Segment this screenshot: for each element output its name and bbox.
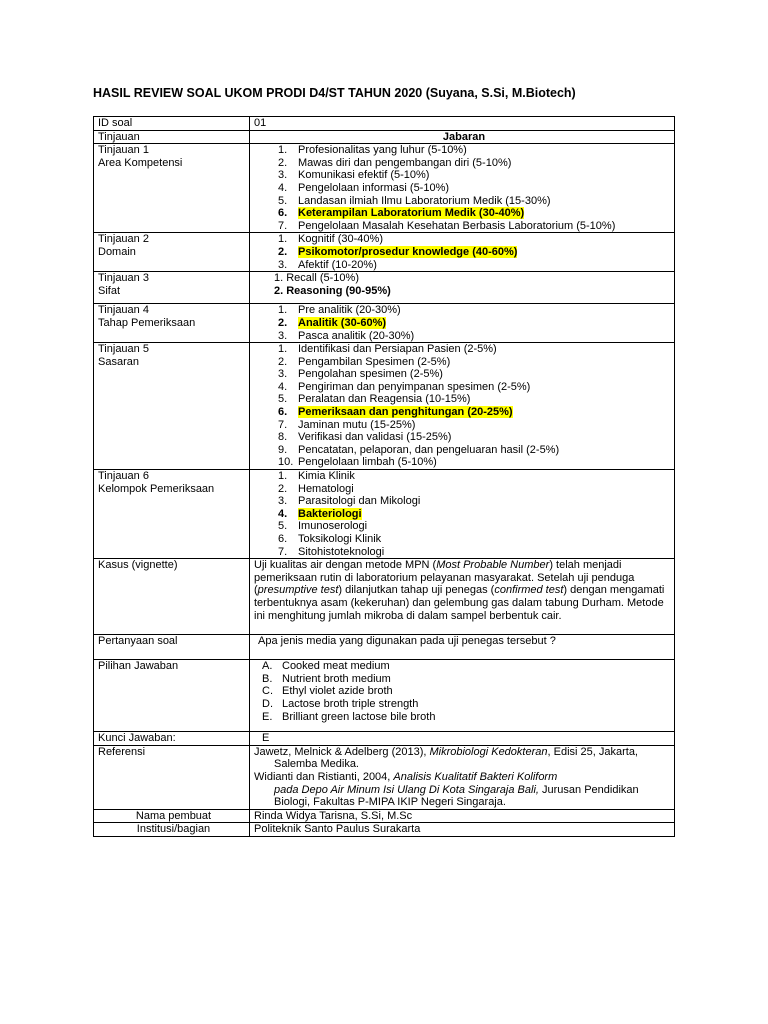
list-item <box>254 157 674 170</box>
list-item <box>254 368 674 381</box>
list-item-text: Kimia Klinik <box>298 470 355 483</box>
tinjauan-2-title: Tinjauan 2 <box>98 233 149 246</box>
kasus-p3: ) dilanjutkan tahap uji penegas ( <box>338 584 495 597</box>
tinjauan-6-label <box>94 470 250 559</box>
list-item <box>254 169 674 182</box>
list-item-number: 1. <box>278 233 288 246</box>
row-tinjauan-5 <box>94 343 675 470</box>
list-item-text: Kognitif (30-40%) <box>298 233 383 246</box>
list-item-number: 3. <box>278 169 288 182</box>
list-item <box>254 304 674 317</box>
list-item <box>254 546 674 559</box>
row-pertanyaan <box>94 635 675 660</box>
list-item-text: Sitohistoteknologi <box>298 545 385 558</box>
pertanyaan-text: Apa jenis media yang digunakan pada uji penegas tersebut ? <box>250 635 675 660</box>
kasus-label: Kasus (vignette) <box>94 559 250 635</box>
list-item-text: Pemeriksaan dan penghitungan (20-25%) <box>298 406 513 419</box>
list-item <box>254 343 674 356</box>
list-item-number: 1. <box>278 343 288 356</box>
list-item <box>254 246 674 259</box>
referensi-2-publisher: Jurusan Pendidikan Biologi, Fakultas P-MIPA IKIP Negeri Singaraja. <box>274 783 639 809</box>
row-tinjauan-3 <box>94 272 675 304</box>
tinjauan-3-cell <box>250 272 675 304</box>
list-item-text: Brilliant green lactose bile broth <box>282 710 436 723</box>
list-item-text: Jaminan mutu (15-25%) <box>298 418 416 431</box>
tinjauan-2-list <box>254 233 674 271</box>
tinjauan-5-title: Tinjauan 5 <box>98 343 149 356</box>
list-item-text: Psikomotor/prosedur knowledge (40-60%) <box>298 245 518 258</box>
row-tinjauan-4 <box>94 304 675 343</box>
list-item <box>254 673 674 686</box>
referensi-1-edition: , Edisi 25, Jakarta, <box>547 745 638 758</box>
row-pilihan <box>94 660 675 732</box>
list-item-number: C. <box>262 685 273 698</box>
list-item-text: Landasan ilmiah Ilmu Laboratorium Medik (15-30%) <box>298 194 551 207</box>
kasus-p4: ) dengan mengamati terbentuknya asam (kekeruhan) dan gelembung gas dalam tabung Durham. Metode ini menghitung jumlah mikroba di dalam sampel berbentuk cair. <box>254 584 665 622</box>
list-item-text: Verifikasi dan validasi (15-25%) <box>298 431 452 444</box>
document-title: HASIL REVIEW SOAL UKOM PRODI D4/ST TAHUN 2020 (Suyana, S.Si, M.Biotech) <box>93 86 576 100</box>
list-item-text: Pencatatan, pelaporan, dan pengeluaran hasil (2-5%) <box>298 443 560 456</box>
tinjauan-1-label <box>94 144 250 233</box>
list-item <box>254 381 674 394</box>
list-item-number: A. <box>262 660 273 673</box>
list-item-number: B. <box>262 672 273 685</box>
list-item <box>254 520 674 533</box>
list-item <box>254 195 674 208</box>
tinjauan-1-list-cell <box>250 144 675 233</box>
list-item-number: D. <box>262 697 273 710</box>
list-item-text: Pasca analitik (20-30%) <box>298 329 415 342</box>
list-item-number: 2. <box>278 245 288 258</box>
list-item-number: 7. <box>278 418 288 431</box>
list-item <box>254 495 674 508</box>
referensi-1 <box>254 746 674 759</box>
tinjauan-1-subtitle: Area Kompetensi <box>98 156 183 169</box>
list-item-text: Imunoserologi <box>298 520 368 533</box>
pembuat-value: Rinda Widya Tarisna, S.Si, M.Sc <box>250 809 675 823</box>
list-item <box>254 660 674 673</box>
tinjauan-6-subtitle: Kelompok Pemeriksaan <box>98 482 215 495</box>
pilihan-list-cell <box>250 660 675 732</box>
list-item <box>254 406 674 419</box>
row-referensi <box>94 745 675 809</box>
kasus-i2: presumptive test <box>257 584 339 597</box>
list-item <box>254 711 674 724</box>
kunci-label: Kunci Jawaban: <box>94 732 250 746</box>
row-pembuat <box>94 809 675 823</box>
pilihan-label: Pilihan Jawaban <box>94 660 250 732</box>
list-item-text: Pengiriman dan penyimpanan spesimen (2-5%) <box>298 380 531 393</box>
tinjauan-4-title: Tinjauan 4 <box>98 304 149 317</box>
list-item <box>254 144 674 157</box>
list-item-text: Profesionalitas yang luhur (5-10%) <box>298 144 467 157</box>
list-item-number: E. <box>262 710 273 723</box>
list-item-text: Mawas diri dan pengembangan diri (5-10%) <box>298 156 512 169</box>
tinjauan-6-title: Tinjauan 6 <box>98 470 149 483</box>
referensi-label: Referensi <box>94 745 250 809</box>
list-item-text: Pengelolaan informasi (5-10%) <box>298 181 450 194</box>
tinjauan-2-list-cell <box>250 233 675 272</box>
list-item-number: 4. <box>278 507 288 520</box>
list-item <box>254 259 674 272</box>
list-item-text: Pre analitik (20-30%) <box>298 304 401 317</box>
list-item-number: 5. <box>278 520 288 533</box>
list-item <box>254 330 674 343</box>
tinjauan-3-subtitle: Sifat <box>98 284 121 297</box>
list-item <box>254 483 674 496</box>
list-item-number: 5. <box>278 393 288 406</box>
list-item-number: 3. <box>278 329 288 342</box>
list-item-number: 6. <box>278 406 288 419</box>
tinjauan-4-list <box>254 304 674 342</box>
list-item-number: 4. <box>278 380 288 393</box>
tinjauan-1-title: Tinjauan 1 <box>98 144 149 157</box>
list-item-text: Lactose broth triple strength <box>282 697 419 710</box>
referensi-2-cont <box>254 784 674 809</box>
pembuat-label: Nama pembuat <box>94 809 250 823</box>
list-item-number: 2. <box>278 156 288 169</box>
sifat-recall: 1. Recall (5-10%) <box>274 272 359 285</box>
list-item <box>254 508 674 521</box>
list-item-number: 10. <box>278 456 294 469</box>
list-item-text: Pengambilan Spesimen (2-5%) <box>298 355 451 368</box>
id-soal-value: 01 <box>250 117 675 131</box>
list-item-number: 7. <box>278 219 288 232</box>
list-item-number: 6. <box>278 207 288 220</box>
list-item-text: Keterampilan Laboratorium Medik (30-40%) <box>298 207 525 220</box>
referensi-1-publisher: Salemba Medika. <box>274 758 359 771</box>
list-item-number: 1. <box>278 470 288 483</box>
list-item-text: Peralatan dan Reagensia (10-15%) <box>298 393 471 406</box>
row-institusi <box>94 823 675 837</box>
tinjauan-2-subtitle: Domain <box>98 245 136 258</box>
list-item <box>254 393 674 406</box>
list-item-number: 3. <box>278 495 288 508</box>
list-item-number: 5. <box>278 194 288 207</box>
tinjauan-5-label <box>94 343 250 470</box>
list-item-text: Pengelolaan Masalah Kesehatan Berbasis Laboratorium (5-10%) <box>298 219 616 232</box>
tinjauan-6-list <box>254 470 674 558</box>
list-item-number: 3. <box>278 368 288 381</box>
row-tinjauan-2 <box>94 233 675 272</box>
header-jabaran: Jabaran <box>250 130 675 144</box>
list-item-text: Parasitologi dan Mikologi <box>298 495 421 508</box>
tinjauan-4-list-cell <box>250 304 675 343</box>
kasus-p2: ) telah menjadi pemeriksaan rutin di laboratorium pelayanan masyarakat. Setelah uji penduga ( <box>254 559 635 597</box>
list-item <box>254 470 674 483</box>
tinjauan-6-list-cell <box>250 470 675 559</box>
list-item-number: 6. <box>278 533 288 545</box>
institusi-label: Institusi/bagian <box>94 823 250 837</box>
row-tinjauan-6 <box>94 470 675 559</box>
tinjauan-5-list-cell <box>250 343 675 470</box>
referensi-2-title: Analisis Kualitatif Bakteri Koliform <box>393 770 558 783</box>
list-item <box>254 356 674 369</box>
list-item-number: 3. <box>278 258 288 271</box>
kasus-i1: Most Probable Number <box>436 559 550 572</box>
pilihan-list <box>254 660 674 723</box>
sifat-reasoning: 2. Reasoning (90-95%) <box>274 284 391 297</box>
list-item-number: 7. <box>278 545 288 558</box>
list-item-text: Afektif (10-20%) <box>298 258 377 271</box>
tinjauan-1-list <box>254 144 674 232</box>
institusi-value: Politeknik Santo Paulus Surakarta <box>250 823 675 837</box>
referensi-2-author: Widianti dan Ristianti, 2004, <box>254 770 394 783</box>
tinjauan-2-label <box>94 233 250 272</box>
referensi-text <box>250 745 675 809</box>
header-tinjauan: Tinjauan <box>94 130 250 144</box>
row-header <box>94 130 675 144</box>
row-kunci <box>94 732 675 746</box>
list-item-number: 2. <box>278 316 288 329</box>
list-item-number: 8. <box>278 431 288 444</box>
list-item <box>254 317 674 330</box>
list-item-number: 2. <box>278 482 288 495</box>
kunci-value: E <box>250 732 675 746</box>
tinjauan-3-title: Tinjauan 3 <box>98 272 149 285</box>
list-item-number: 1. <box>278 144 288 157</box>
referensi-2 <box>254 771 674 784</box>
list-item-text: Pengelolaan limbah (5-10%) <box>298 456 437 469</box>
list-item-text: Identifikasi dan Persiapan Pasien (2-5%) <box>298 343 497 356</box>
referensi-2-title-cont: pada Depo Air Minum Isi Ulang Di Kota Singaraja Bali, <box>274 783 539 796</box>
list-item <box>254 456 674 469</box>
list-item <box>254 431 674 444</box>
list-item-number: 9. <box>278 443 288 456</box>
list-item-text: Nutrient broth medium <box>282 672 391 685</box>
list-item <box>254 533 674 546</box>
list-item-text: Ethyl violet azide broth <box>282 685 393 698</box>
list-item-text: Hematologi <box>298 482 354 495</box>
list-item-text: Toksikologi Klinik <box>298 533 382 545</box>
list-item <box>254 444 674 457</box>
list-item-text: Pengolahan spesimen (2-5%) <box>298 368 443 381</box>
tinjauan-4-label <box>94 304 250 343</box>
list-item <box>254 419 674 432</box>
kasus-i3: confirmed test <box>494 584 564 597</box>
id-soal-label: ID soal <box>94 117 250 131</box>
list-item <box>254 207 674 220</box>
tinjauan-4-subtitle: Tahap Pemeriksaan <box>98 316 196 329</box>
kasus-text <box>250 559 675 635</box>
list-item-text: Komunikasi efektif (5-10%) <box>298 169 430 182</box>
list-item-number: 2. <box>278 355 288 368</box>
row-id-soal <box>94 117 675 131</box>
list-item <box>254 685 674 698</box>
tinjauan-5-list <box>254 343 674 469</box>
list-item-text: Cooked meat medium <box>282 660 390 673</box>
list-item-text: Bakteriologi <box>298 507 362 520</box>
referensi-1-title: Mikrobiologi Kedokteran <box>429 745 548 758</box>
review-table <box>93 116 675 837</box>
row-kasus <box>94 559 675 635</box>
list-item <box>254 233 674 246</box>
list-item <box>254 220 674 233</box>
row-tinjauan-1 <box>94 144 675 233</box>
list-item-number: 1. <box>278 304 288 317</box>
list-item-number: 4. <box>278 181 288 194</box>
tinjauan-3-label <box>94 272 250 304</box>
list-item <box>254 182 674 195</box>
tinjauan-5-subtitle: Sasaran <box>98 355 139 368</box>
kasus-p1: Uji kualitas air dengan metode MPN ( <box>254 559 437 572</box>
pertanyaan-label: Pertanyaan soal <box>94 635 250 660</box>
referensi-1-author: Jawetz, Melnick & Adelberg (2013), <box>254 745 430 758</box>
list-item <box>254 698 674 711</box>
list-item-text: Analitik (30-60%) <box>298 316 387 329</box>
